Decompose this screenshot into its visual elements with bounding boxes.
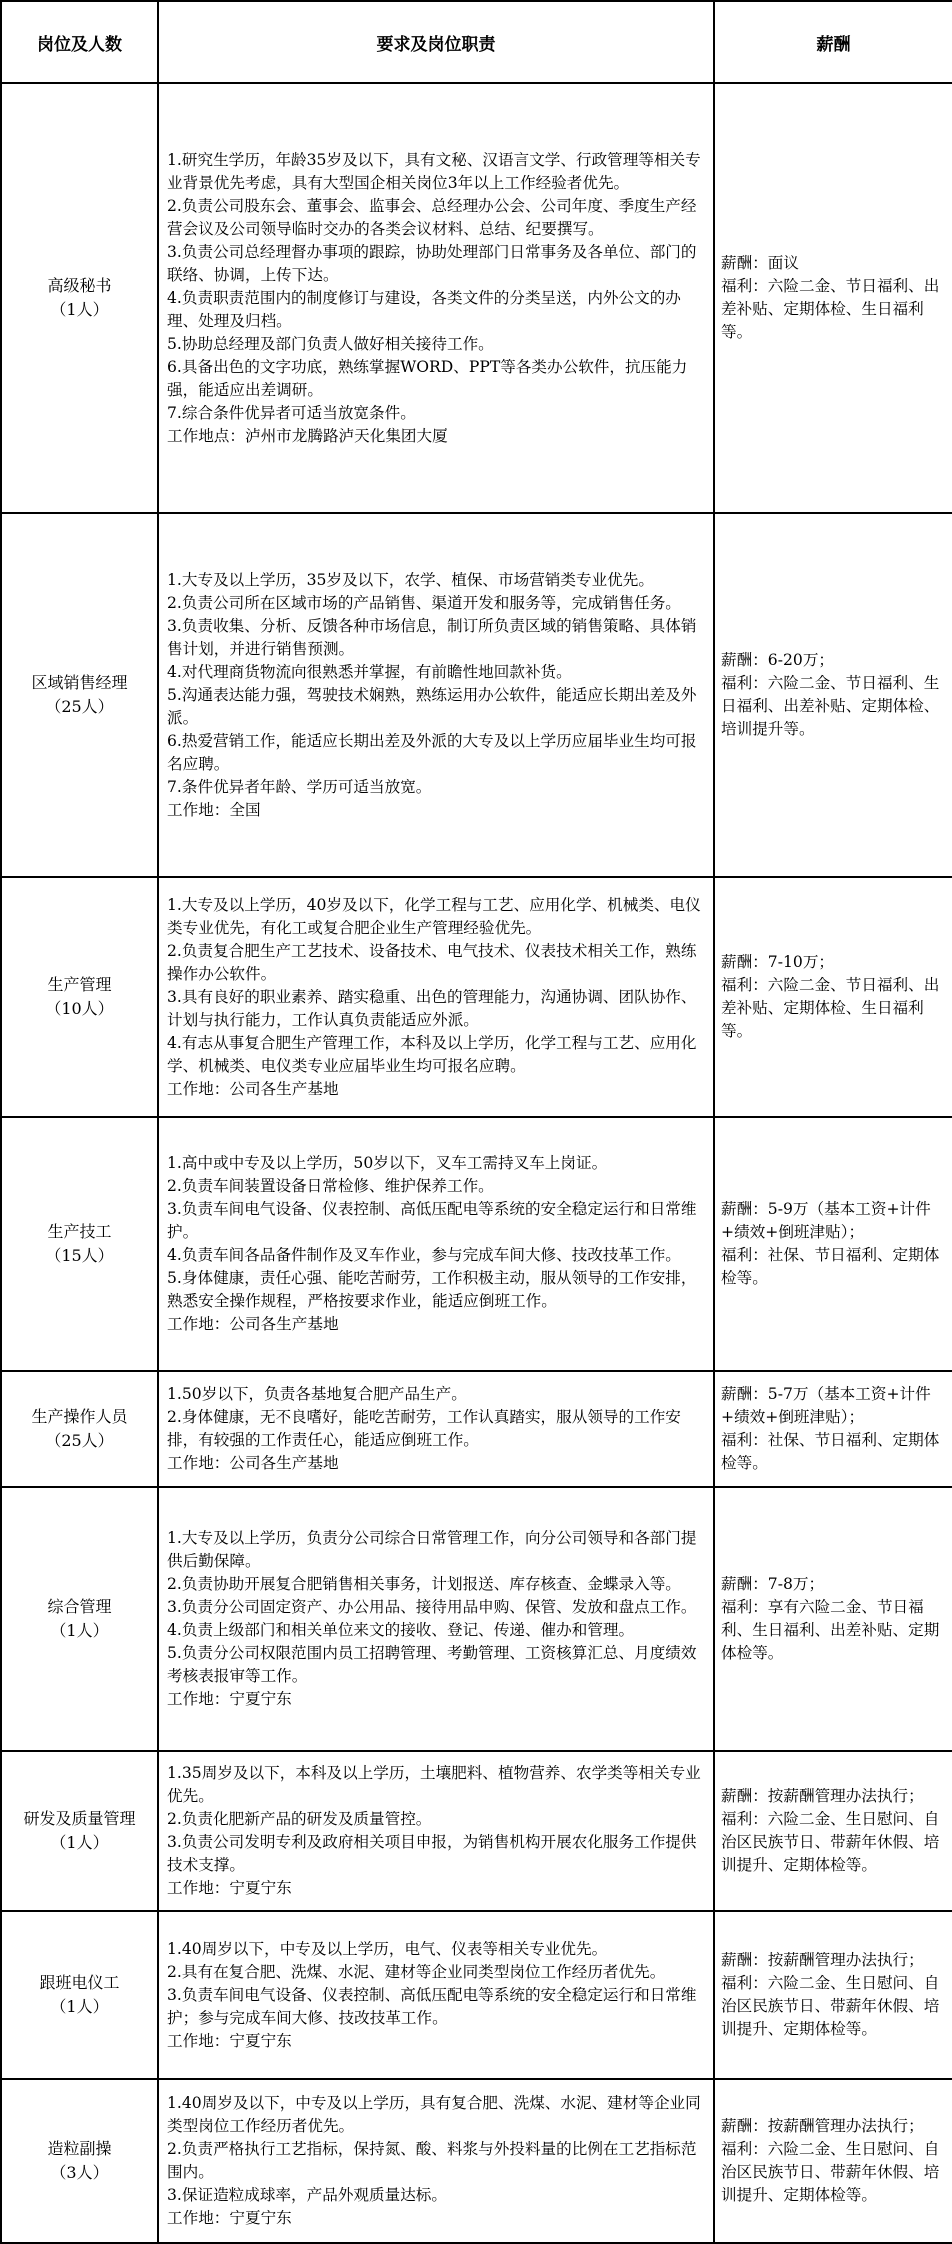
position-count: （1人） (50, 1997, 109, 2016)
salary-cell (714, 1487, 952, 1751)
table-row (1, 1487, 952, 1751)
requirement-line: 2.负责车间装置设备日常检修、维护保养工作。 (167, 1177, 494, 1195)
position-title: 研发及质量管理 (23, 1809, 136, 1828)
salary-line: 薪酬：按薪酬管理办法执行； (721, 1951, 924, 1969)
salary-cell (714, 83, 952, 513)
requirement-line: 7.综合条件优异者可适当放宽条件。 (167, 403, 416, 422)
position-count: （10人） (45, 999, 114, 1018)
header-position: 岗位及人数 (1, 1, 158, 83)
requirements-cell (158, 877, 714, 1117)
salary-line: 福利：社保、节日福利、定期体检等。 (721, 1431, 940, 1472)
requirement-line: 3.负责公司总经理督办事项的跟踪，协助处理部门日常事务及各单位、部门的联络、协调，上传下达。 (167, 242, 697, 284)
salary-cell (714, 877, 952, 1117)
salary-cell (714, 513, 952, 877)
requirement-line: 4.有志从事复合肥生产管理工作，本科及以上学历，化学工程与工艺、应用化学、机械类、电仪类专业应届毕业生均可报名应聘。 (167, 1033, 697, 1075)
table-row (1, 513, 952, 877)
requirement-line: 工作地：公司各生产基地 (167, 1079, 339, 1098)
salary-cell (714, 1911, 952, 2079)
position-cell (1, 513, 158, 877)
requirement-line: 4.负责职责范围内的制度修订与建设，各类文件的分类呈送，内外公文的办理、处理及归档。 (167, 288, 681, 330)
requirement-line: 3.负责公司发明专利及政府相关项目申报，为销售机构开展农化服务工作提供技术支撑。 (167, 1833, 697, 1874)
requirement-line: 工作地：宁夏宁东 (167, 2031, 292, 2050)
requirement-line: 工作地：全国 (167, 800, 261, 819)
position-title: 生产技工 (47, 1222, 112, 1241)
requirement-line: 3.具有良好的职业素养、踏实稳重、出色的管理能力，沟通协调、团队协作、计划与执行能力，工作认真负责能适应外派。 (167, 987, 697, 1029)
position-cell (1, 1751, 158, 1911)
table-row (1, 83, 952, 513)
position-count: （1人） (50, 300, 109, 319)
position-count: （15人） (45, 1246, 114, 1265)
salary-line: 福利：六险二金、节日福利、出差补贴、定期体检、生日福利等。 (721, 976, 940, 1040)
salary-line: 薪酬：按薪酬管理办法执行； (721, 1787, 924, 1805)
salary-line: 福利：六险二金、节日福利、生日福利、出差补贴、定期体检、培训提升等。 (721, 674, 940, 738)
position-title: 跟班电仪工 (39, 1973, 120, 1992)
position-cell (1, 1371, 158, 1487)
requirement-line: 1.大专及以上学历，40岁及以下，化学工程与工艺、应用化学、机械类、电仪类专业优先，有化工或复合肥企业生产管理经验优先。 (167, 895, 701, 937)
requirements-cell (158, 1487, 714, 1751)
requirements-cell (158, 1751, 714, 1911)
requirement-line: 2.负责公司股东会、董事会、监事会、总经理办公会、公司年度、季度生产经营会议及公司领导临时交办的各类会议材料、总结、纪要撰写。 (167, 196, 697, 238)
requirement-line: 1.50岁以下，负责各基地复合肥产品生产。 (167, 1385, 467, 1403)
requirement-line: 3.负责收集、分析、反馈各种市场信息，制订所负责区域的销售策略、具体销售计划，并进行销售预测。 (167, 616, 697, 658)
header-salary: 薪酬 (714, 1, 952, 83)
position-title: 造粒副操 (47, 2139, 112, 2158)
position-cell (1, 877, 158, 1117)
header-row (1, 1, 952, 83)
requirement-line: 3.负责车间电气设备、仪表控制、高低压配电等系统的安全稳定运行和日常维护。 (167, 1200, 697, 1241)
salary-line: 薪酬：5-7万（基本工资+计件+绩效+倒班津贴）； (721, 1385, 931, 1426)
position-cell (1, 83, 158, 513)
requirement-line: 2.负责严格执行工艺指标，保持氮、酸、料浆与外投料量的比例在工艺指标范围内。 (167, 2140, 697, 2181)
salary-line: 薪酬：7-10万； (721, 953, 835, 971)
salary-line: 福利：享有六险二金、节日福利、生日福利、出差补贴、定期体检等。 (721, 1598, 940, 1662)
requirement-line: 5.身体健康，责任心强、能吃苦耐劳，工作积极主动，服从领导的工作安排，熟悉安全操作规程，严格按要求作业，能适应倒班工作。 (167, 1269, 697, 1310)
requirement-line: 1.40周岁及以下，中专及以上学历，具有复合肥、洗煤、水泥、建材等企业同类型岗位工作经历者优先。 (167, 2094, 701, 2135)
salary-line: 福利：六险二金、节日福利、出差补贴、定期体检、生日福利等。 (721, 277, 940, 341)
salary-line: 薪酬：6-20万； (721, 651, 835, 669)
requirement-line: 1.研究生学历，年龄35岁及以下，具有文秘、汉语言文学、行政管理等相关专业背景优先考虑，具有大型国企相关岗位3年以上工作经验者优先。 (167, 150, 701, 192)
position-count: （25人） (45, 1431, 114, 1450)
requirement-line: 5.沟通表达能力强，驾驶技术娴熟，熟练运用办公软件，能适应长期出差及外派。 (167, 685, 697, 727)
position-count: （3人） (50, 2163, 109, 2182)
requirement-line: 1.40周岁以下，中专及以上学历，电气、仪表等相关专业优先。 (167, 1939, 608, 1958)
requirement-line: 4.对代理商货物流向很熟悉并掌握，有前瞻性地回款补货。 (167, 662, 572, 681)
salary-line: 薪酬：5-9万（基本工资+计件+绩效+倒班津贴）； (721, 1200, 931, 1241)
requirement-line: 工作地点：泸州市龙腾路泸天化集团大厦 (167, 426, 448, 445)
requirement-line: 工作地：公司各生产基地 (167, 1315, 339, 1333)
salary-line: 薪酬：面议 (721, 254, 799, 272)
requirements-cell (158, 513, 714, 877)
requirement-line: 2.负责协助开展复合肥销售相关事务，计划报送、库存核查、金蝶录入等。 (167, 1575, 681, 1593)
salary-line: 福利：六险二金、生日慰问、自治区民族节日、带薪年休假、培训提升、定期体检等。 (721, 1810, 940, 1874)
requirement-line: 2.具有在复合肥、洗煤、水泥、建材等企业同类型岗位工作经历者优先。 (167, 1962, 666, 1981)
table-row (1, 1117, 952, 1371)
requirement-line: 6.热爱营销工作，能适应长期出差及外派的大专及以上学历应届毕业生均可报名应聘。 (167, 731, 697, 773)
position-title: 生产操作人员 (31, 1407, 128, 1426)
requirement-line: 3.负责分公司固定资产、办公用品、接待用品申购、保管、发放和盘点工作。 (167, 1598, 697, 1616)
requirement-line: 5.协助总经理及部门负责人做好相关接待工作。 (167, 334, 494, 353)
salary-line: 福利：社保、节日福利、定期体检等。 (721, 1246, 940, 1287)
position-cell (1, 2079, 158, 2243)
position-cell (1, 1117, 158, 1371)
table-row (1, 1751, 952, 1911)
requirement-line: 1.大专及以上学历，35岁及以下，农学、植保、市场营销类专业优先。 (167, 570, 654, 589)
salary-line: 薪酬：7-8万； (721, 1575, 825, 1593)
requirement-line: 工作地：宁夏宁东 (167, 1879, 292, 1897)
table-row (1, 1371, 952, 1487)
salary-line: 薪酬：按薪酬管理办法执行； (721, 2117, 924, 2135)
requirement-line: 工作地：公司各生产基地 (167, 1454, 339, 1472)
header-requirements: 要求及岗位职责 (158, 1, 714, 83)
salary-cell (714, 1117, 952, 1371)
requirement-line: 1.大专及以上学历，负责分公司综合日常管理工作，向分公司领导和各部门提供后勤保障。 (167, 1529, 697, 1570)
requirement-line: 3.保证造粒成球率，产品外观质量达标。 (167, 2186, 447, 2204)
requirement-line: 工作地：宁夏宁东 (167, 1690, 292, 1708)
requirement-line: 2.身体健康，无不良嗜好，能吃苦耐劳，工作认真踏实，服从领导的工作安排，有较强的工作责任心，能适应倒班工作。 (167, 1408, 681, 1449)
table-row (1, 877, 952, 1117)
table-row (1, 1911, 952, 2079)
requirement-line: 4.负责上级部门和相关单位来文的接收、登记、传递、催办和管理。 (167, 1621, 635, 1639)
requirement-line: 1.高中或中专及以上学历，50岁以下，叉车工需持叉车上岗证。 (167, 1154, 608, 1172)
salary-cell (714, 1371, 952, 1487)
salary-cell (714, 1751, 952, 1911)
requirement-line: 2.负责复合肥生产工艺技术、设备技术、电气技术、仪表技术相关工作，熟练操作办公软件。 (167, 941, 697, 983)
salary-cell (714, 2079, 952, 2243)
position-title: 生产管理 (47, 975, 112, 994)
salary-line: 福利：六险二金、生日慰问、自治区民族节日、带薪年休假、培训提升、定期体检等。 (721, 1974, 940, 2038)
position-title: 区域销售经理 (31, 673, 128, 692)
requirements-cell (158, 1911, 714, 2079)
position-count: （1人） (50, 1621, 109, 1640)
position-cell (1, 1911, 158, 2079)
requirements-cell (158, 2079, 714, 2243)
position-title: 高级秘书 (47, 276, 112, 295)
requirement-line: 2.负责公司所在区域市场的产品销售、渠道开发和服务等，完成销售任务。 (167, 593, 681, 612)
requirement-line: 工作地：宁夏宁东 (167, 2209, 292, 2227)
requirements-cell (158, 1117, 714, 1371)
requirement-line: 7.条件优异者年龄、学历可适当放宽。 (167, 777, 432, 796)
requirements-cell (158, 1371, 714, 1487)
requirement-line: 4.负责车间各品备件制作及叉车作业，参与完成车间大修、技改技革工作。 (167, 1246, 681, 1264)
requirements-cell (158, 83, 714, 513)
salary-line: 福利：六险二金、生日慰问、自治区民族节日、带薪年休假、培训提升、定期体检等。 (721, 2140, 940, 2204)
requirement-line: 2.负责化肥新产品的研发及质量管控。 (167, 1810, 432, 1828)
requirement-line: 1.35周岁及以下，本科及以上学历，土壤肥料、植物营养、农学类等相关专业优先。 (167, 1764, 701, 1805)
position-count: （25人） (45, 697, 114, 716)
position-count: （1人） (50, 1833, 109, 1852)
requirement-line: 5.负责分公司权限范围内员工招聘管理、考勤管理、工资核算汇总、月度绩效考核表报审等工作。 (167, 1644, 697, 1685)
requirement-line: 6.具备出色的文字功底，熟练掌握WORD、PPT等各类办公软件，抗压能力强，能适应出差调研。 (167, 357, 688, 399)
position-cell (1, 1487, 158, 1751)
position-title: 综合管理 (47, 1597, 112, 1616)
requirement-line: 3.负责车间电气设备、仪表控制、高低压配电等系统的安全稳定运行和日常维护；参与完成车间大修、技改技革工作。 (167, 1985, 697, 2027)
table-row (1, 2079, 952, 2243)
